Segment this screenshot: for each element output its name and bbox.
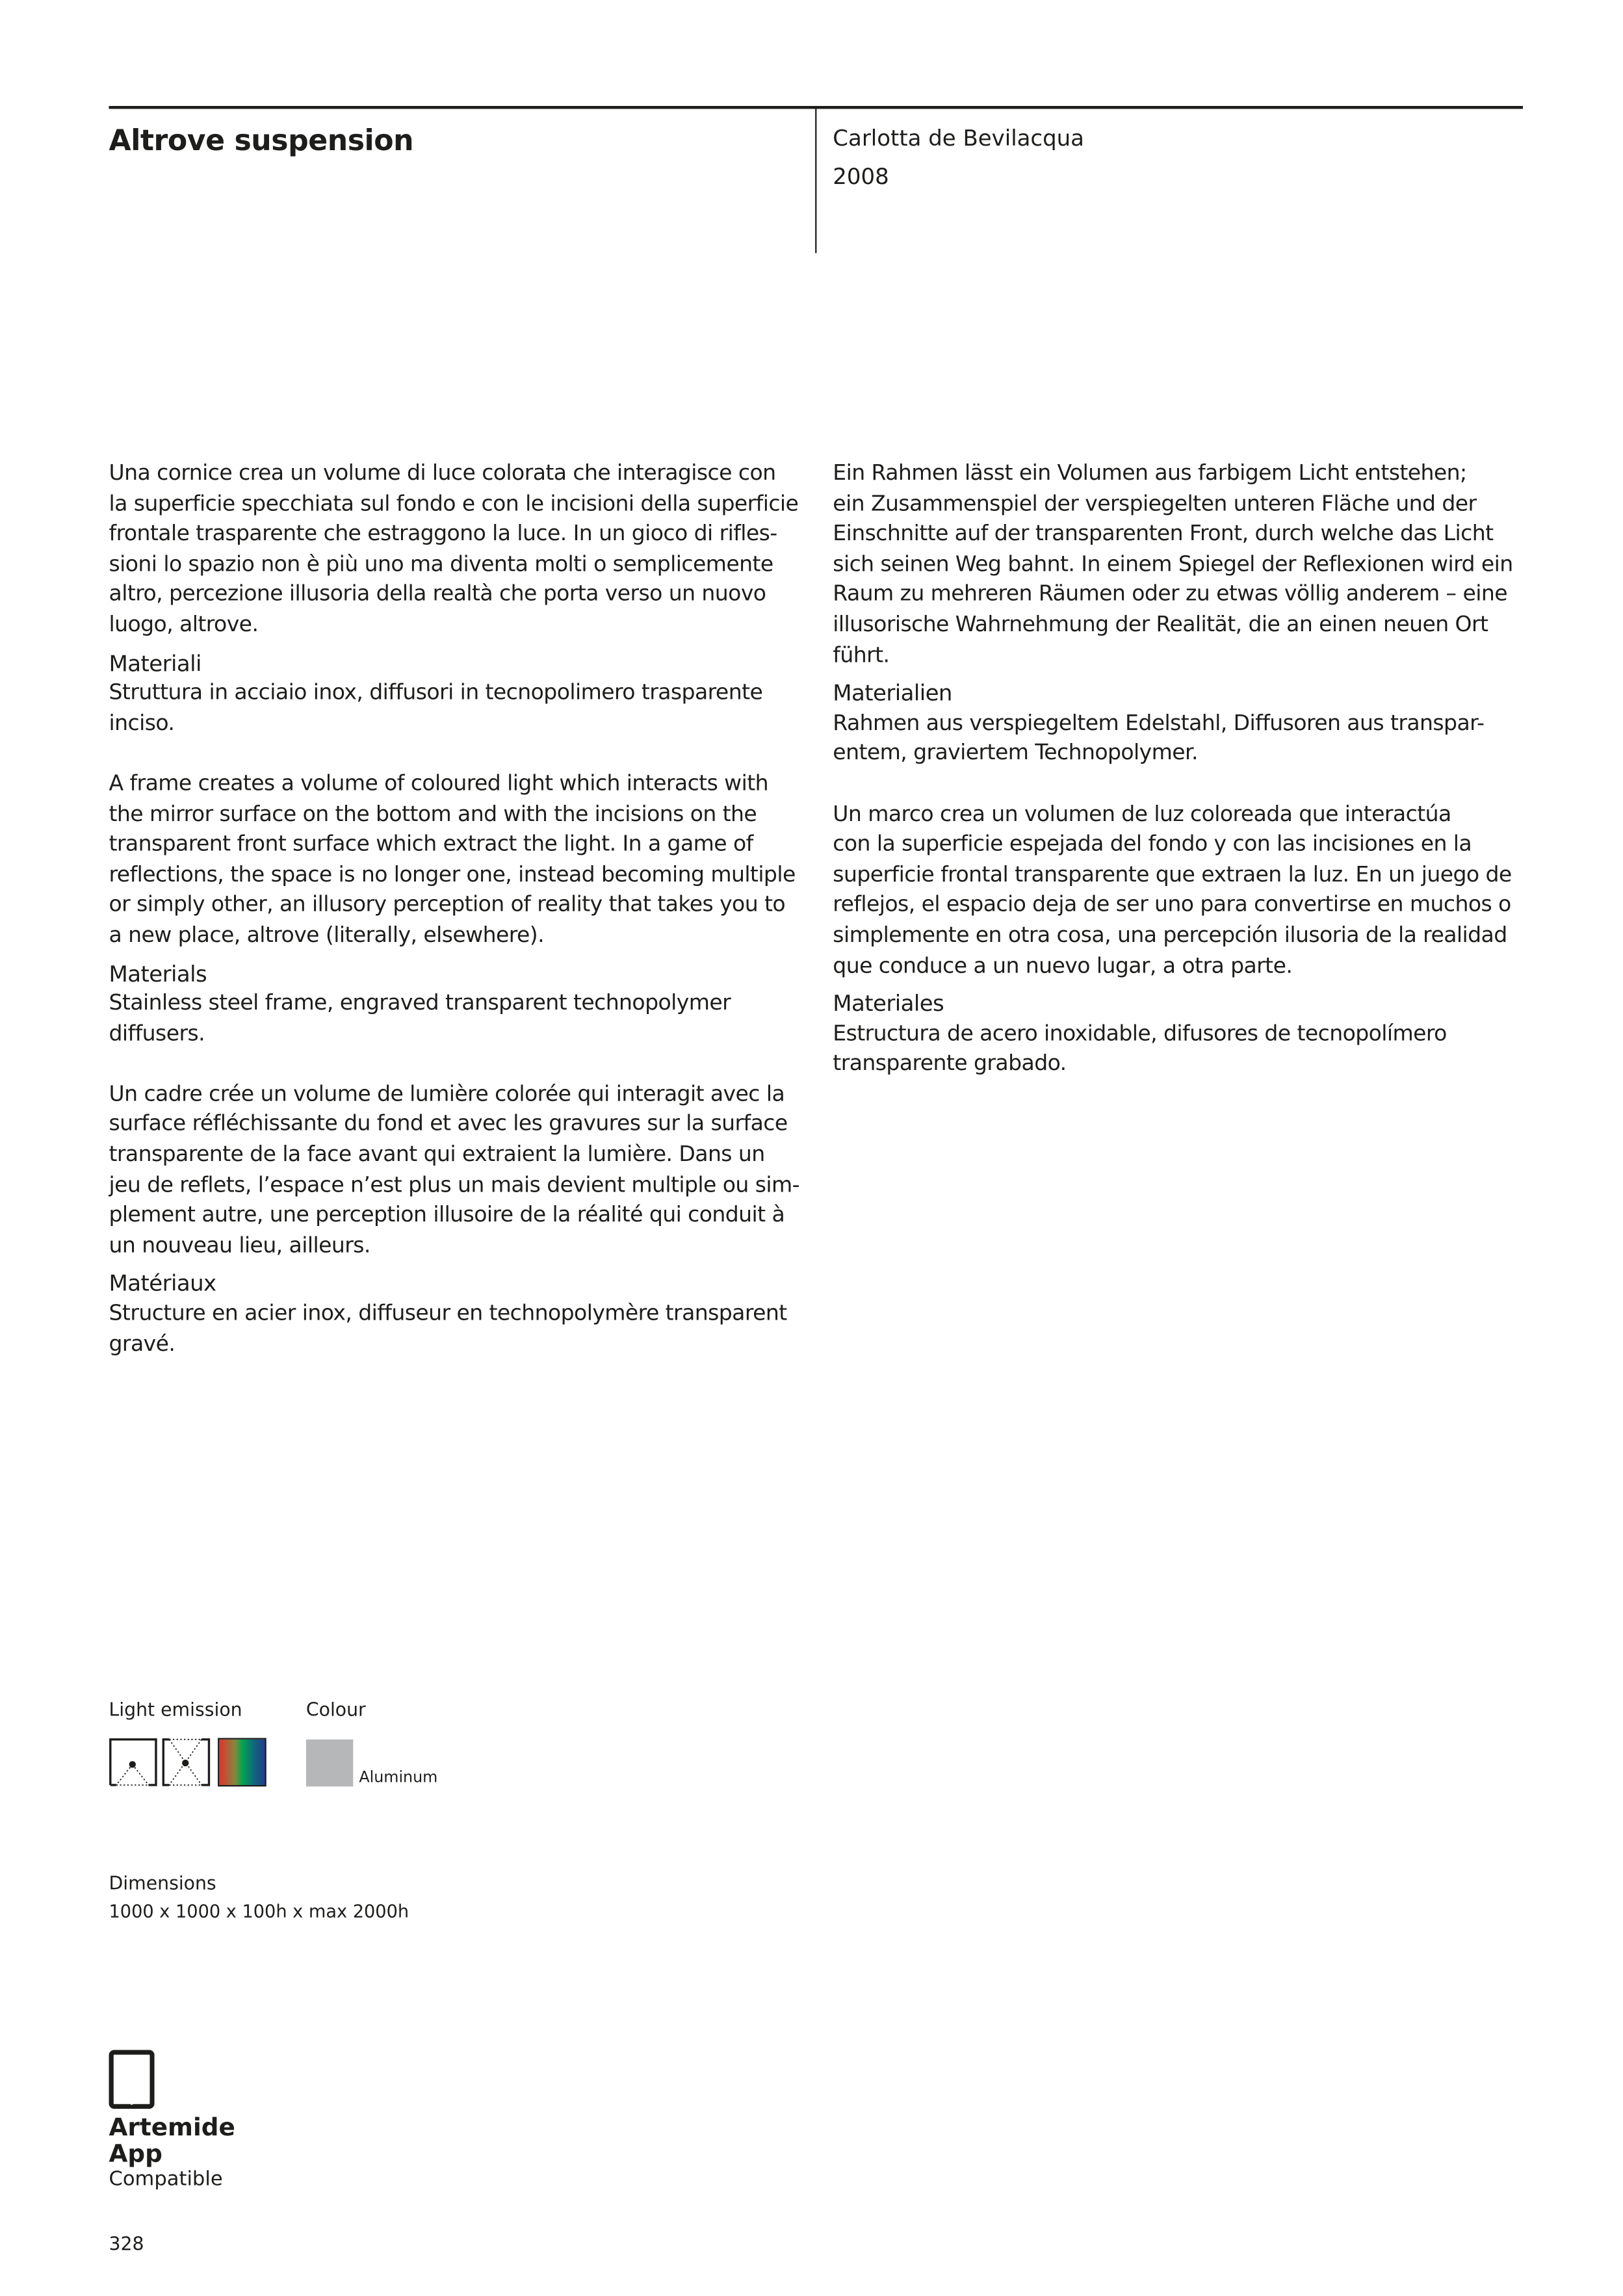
text-line: Materiales: [833, 990, 944, 1017]
page-number: 328: [109, 2232, 144, 2255]
text-line: or simply other, an illusory perception of reality that takes you to: [109, 892, 786, 918]
text-line: con la superficie espejada del fondo y con las incisiones en la: [833, 831, 1472, 857]
text-line: a new place, altrove (literally, elsewhere).: [109, 922, 545, 948]
text-line: sich seinen Weg bahnt. In einem Spiegel der Reflexionen wird ein: [833, 551, 1513, 577]
paragraph: [833, 1019, 1539, 1080]
section-heading: [109, 1269, 816, 1299]
text-line: Una cornice crea un volume di luce colorata che interagisce con: [109, 460, 776, 486]
text-line: transparent front surface which extract the light. In a game of: [109, 831, 753, 857]
text-line: la superficie specchiata sul fondo e con le incisioni della superficie: [109, 491, 799, 516]
text-line: the mirror surface on the bottom and with the incisions on the: [109, 801, 757, 827]
text-line: Matériaux: [109, 1270, 216, 1298]
section-heading: [833, 679, 1539, 709]
app-title-line2: App: [109, 2139, 162, 2167]
tablet-icon: [109, 2050, 155, 2109]
paragraph: [109, 989, 816, 1049]
section-heading: [109, 959, 816, 989]
text-line: Un marco crea un volumen de luz coloreada que interactúa: [833, 801, 1451, 827]
colour-label: Colour: [305, 1698, 366, 1721]
app-title: [109, 2115, 235, 2166]
paragraph: [109, 679, 816, 739]
paragraph: [833, 709, 1539, 770]
text-line: Structure en acier inox, diffuseur en technopolymère transparent: [109, 1301, 787, 1326]
app-compatible: Compatible: [109, 2167, 223, 2191]
paragraph-spacer: [109, 1050, 816, 1080]
text-line: inciso.: [109, 710, 175, 736]
section-heading: [833, 989, 1539, 1019]
text-line: Raum zu mehreren Räumen oder zu etwas völlig anderem – eine: [833, 582, 1507, 607]
text-line: A frame creates a volume of coloured light which interacts with: [109, 771, 768, 796]
text-line: Estructura de acero inoxidable, difusores de tecnopolímero: [833, 1021, 1447, 1046]
text-line: luogo, altrove.: [109, 612, 259, 638]
text-line: führt.: [833, 642, 890, 668]
dimensions-value: 1000 x 1000 x 100h x max 2000h: [109, 1901, 409, 1922]
text-line: jeu de reflets, l’espace n’est plus un mais devient multiple ou sim-: [109, 1172, 799, 1197]
text-line: Einschnitte auf der transparenten Front, durch welche das Licht: [833, 521, 1494, 547]
rgb-color-icon: [218, 1738, 266, 1787]
text-line: Materiali: [109, 649, 201, 677]
colour-swatch-aluminum: [306, 1740, 353, 1786]
paragraph: [109, 770, 816, 952]
text-line: Stainless steel frame, engraved transparent technopolymer: [109, 990, 731, 1016]
paragraph-spacer: [109, 739, 816, 770]
text-line: altro, percezione illusoria della realtà che porta verso un nuovo: [109, 582, 766, 607]
paragraph: [109, 1080, 816, 1262]
right-text-column: [833, 459, 1539, 1080]
light-emission-label: Light emission: [109, 1698, 242, 1721]
text-line: ein Zusammenspiel der verspiegelten unteren Fläche und der: [833, 491, 1477, 516]
paragraph: [109, 1299, 816, 1360]
text-line: transparente grabado.: [833, 1050, 1067, 1076]
paragraph: [109, 459, 816, 641]
paragraph-spacer: [833, 770, 1539, 800]
text-line: surface réfléchissante du fond et avec les gravures sur la surface: [109, 1112, 788, 1137]
colour-name: Aluminum: [359, 1769, 438, 1787]
text-line: Ein Rahmen lässt ein Volumen aus farbigem Licht entstehen;: [833, 460, 1467, 486]
dimensions-label: Dimensions: [109, 1872, 216, 1894]
text-line: que conduce a un nuevo lugar, a otra parte.: [833, 952, 1293, 978]
left-text-column: [109, 459, 816, 1360]
text-line: frontale trasparente che estraggono la luce. In un gioco di rifles-: [109, 521, 777, 547]
text-line: Materialien: [833, 680, 952, 707]
text-line: simplemente en otra cosa, una percepción ilusoria de la realidad: [833, 922, 1507, 948]
designer-name: Carlotta de Bevilacqua: [833, 125, 1084, 152]
text-line: sioni lo spazio non è più uno ma diventa molti o semplicemente: [109, 551, 773, 577]
product-title: Altrove suspension: [109, 124, 414, 158]
column-divider: [815, 107, 816, 253]
text-line: diffusers.: [109, 1021, 205, 1046]
design-year: 2008: [833, 163, 889, 190]
app-title-line1: Artemide: [109, 2113, 235, 2141]
section-heading: [109, 648, 816, 679]
downlight-icon: [109, 1738, 158, 1787]
text-line: plement autre, une perception illusoire de la réalité qui conduit à: [109, 1203, 785, 1228]
text-line: Struttura in acciaio inox, diffusori in tecnopolimero trasparente: [109, 680, 763, 705]
paragraph: [833, 800, 1539, 982]
text-line: Materials: [109, 960, 207, 987]
text-line: reflejos, el espacio deja de ser uno para convertirse en muchos o: [833, 892, 1511, 918]
text-line: superficie frontal transparente que extraen la luz. En un juego de: [833, 861, 1512, 887]
text-line: Rahmen aus verspiegeltem Edelstahl, Diffusoren aus transpar-: [833, 710, 1485, 736]
text-line: illusorische Wahrnehmung der Realität, die an einen neuen Ort: [833, 612, 1488, 638]
text-line: un nouveau lieu, ailleurs.: [109, 1233, 370, 1259]
text-line: reflections, the space is no longer one, instead becoming multiple: [109, 861, 796, 887]
text-line: transparente de la face avant qui extraient la lumière. Dans un: [109, 1141, 765, 1168]
text-line: entem, graviertem Technopolymer.: [833, 740, 1198, 766]
text-line: gravé.: [109, 1331, 175, 1357]
paragraph: [833, 459, 1539, 671]
up-down-light-icon: [162, 1738, 211, 1787]
text-line: Un cadre crée un volume de lumière colorée qui interagit avec la: [109, 1081, 785, 1107]
